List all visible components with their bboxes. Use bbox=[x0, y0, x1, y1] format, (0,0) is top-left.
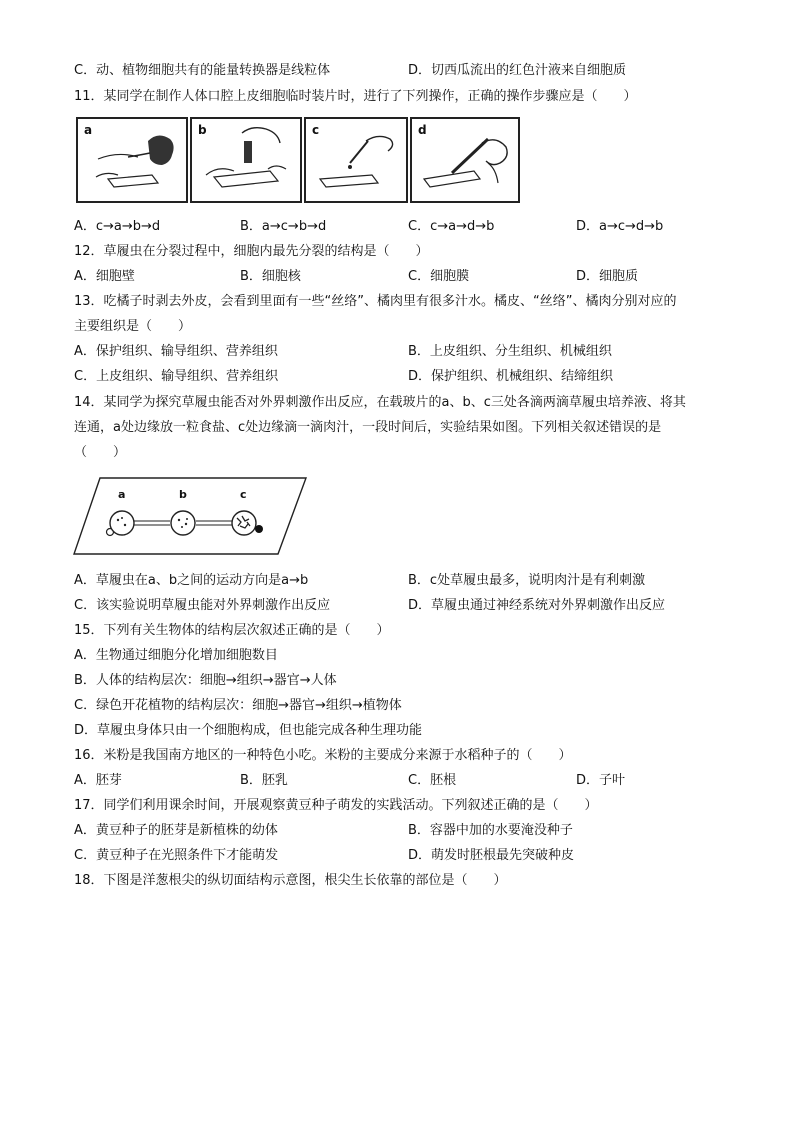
q14-label-c: c bbox=[240, 488, 247, 501]
q11-panel-c bbox=[304, 117, 408, 203]
q17-stem: 17．同学们利用课余时间，开展观察黄豆种子萌发的实践活动。下列叙述正确的是（ ） bbox=[74, 798, 598, 813]
q12-option-b: B．细胞核 bbox=[240, 269, 301, 284]
q16-stem: 16．米粉是我国南方地区的一种特色小吃。米粉的主要成分来源于水稻种子的（ ） bbox=[74, 748, 572, 763]
q13-stem-line2: 主要组织是（ ） bbox=[74, 319, 192, 334]
q11-panel-label-a: a bbox=[84, 123, 93, 137]
q14-option-d: D．草履虫通过神经系统对外界刺激作出反应 bbox=[408, 598, 666, 613]
q13-option-d: D．保护组织、机械组织、结缔组织 bbox=[408, 369, 614, 384]
q13-option-a: A．保护组织、输导组织、营养组织 bbox=[74, 344, 278, 359]
q15-option-a: A．生物通过细胞分化增加细胞数目 bbox=[74, 648, 278, 663]
q17-option-a: A．黄豆种子的胚芽是新植株的幼体 bbox=[74, 823, 278, 838]
q15-option-b: B．人体的结构层次：细胞→组织→器官→人体 bbox=[74, 673, 337, 688]
q11-stem: 11．某同学在制作人体口腔上皮细胞临时装片时，进行了下列操作，正确的操作步骤应是（ ） bbox=[74, 89, 637, 104]
coverslip-placing-illustration bbox=[412, 119, 518, 201]
q11-panel-label-b: b bbox=[198, 123, 207, 137]
q16-option-d: D．子叶 bbox=[576, 773, 626, 788]
q16-option-a: A．胚芽 bbox=[74, 773, 122, 788]
q12-option-c: C．细胞膜 bbox=[408, 269, 470, 284]
q16-option-c: C．胚根 bbox=[408, 773, 457, 788]
q16-option-b: B．胚乳 bbox=[240, 773, 288, 788]
q13-option-c: C．上皮组织、输导组织、营养组织 bbox=[74, 369, 279, 384]
q14-slide-figure bbox=[72, 476, 308, 558]
q11-panel-d bbox=[410, 117, 520, 203]
q15-stem: 15．下列有关生物体的结构层次叙述正确的是（ ） bbox=[74, 623, 390, 638]
q14-stem-line1: 14．某同学为探究草履虫能否对外界刺激作出反应，在载玻片的a、b、c三处各滴两滴草履虫培养液、将其 bbox=[74, 395, 686, 410]
q14-stem-line3: （ ） bbox=[74, 445, 127, 460]
q11-figure bbox=[76, 117, 520, 205]
q17-option-c: C．黄豆种子在光照条件下才能萌发 bbox=[74, 848, 279, 863]
q17-option-b: B．容器中加的水要淹没种子 bbox=[408, 823, 573, 838]
q11-panel-b bbox=[190, 117, 302, 203]
dropper-drop-illustration bbox=[306, 119, 406, 201]
q12-stem: 12．草履虫在分裂过程中，细胞内最先分裂的结构是（ ） bbox=[74, 244, 429, 259]
q11-option-a: A．c→a→b→d bbox=[74, 219, 161, 234]
q13-option-b: B．上皮组织、分生组织、机械组织 bbox=[408, 344, 612, 359]
dropper-on-slide-illustration bbox=[192, 119, 300, 201]
q14-label-b: b bbox=[179, 488, 187, 501]
q12-option-a: A．细胞壁 bbox=[74, 269, 135, 284]
scraping-cheek-illustration bbox=[78, 119, 186, 201]
q10-option-d: D．切西瓜流出的红色汁液来自细胞质 bbox=[408, 63, 627, 78]
q14-option-a: A．草履虫在a、b之间的运动方向是a→b bbox=[74, 573, 309, 588]
q17-option-d: D．萌发时胚根最先突破种皮 bbox=[408, 848, 575, 863]
q10-option-c: C．动、植物细胞共有的能量转换器是线粒体 bbox=[74, 63, 331, 78]
q11-option-c: C．c→a→d→b bbox=[408, 219, 495, 234]
q15-option-d: D．草履虫身体只由一个细胞构成，但也能完成各种生理功能 bbox=[74, 723, 423, 738]
q11-panel-label-d: d bbox=[418, 123, 427, 137]
q14-stem-line2: 连通，a处边缘放一粒食盐、c处边缘滴一滴肉汁，一段时间后，实验结果如图。下列相关叙述错误的是 bbox=[74, 420, 662, 435]
glass-slide-diagram bbox=[72, 476, 308, 558]
q13-stem-line1: 13．吃橘子时剥去外皮，会看到里面有一些“丝络”、橘肉里有很多汁水。橘皮、“丝络”、橘肉分别对应的 bbox=[74, 294, 677, 309]
q18-stem: 18．下图是洋葱根尖的纵切面结构示意图，根尖生长依靠的部位是（ ） bbox=[74, 873, 507, 888]
q11-panel-a bbox=[76, 117, 188, 203]
q14-label-a: a bbox=[118, 488, 126, 501]
q11-option-b: B．a→c→b→d bbox=[240, 219, 327, 234]
q11-option-d: D．a→c→d→b bbox=[576, 219, 664, 234]
q14-option-c: C．该实验说明草履虫能对外界刺激作出反应 bbox=[74, 598, 331, 613]
q14-option-b: B．c处草履虫最多，说明肉汁是有利刺激 bbox=[408, 573, 646, 588]
q15-option-c: C．绿色开花植物的结构层次：细胞→器官→组织→植物体 bbox=[74, 698, 402, 713]
q11-panel-label-c: c bbox=[312, 123, 320, 137]
q12-option-d: D．细胞质 bbox=[576, 269, 639, 284]
